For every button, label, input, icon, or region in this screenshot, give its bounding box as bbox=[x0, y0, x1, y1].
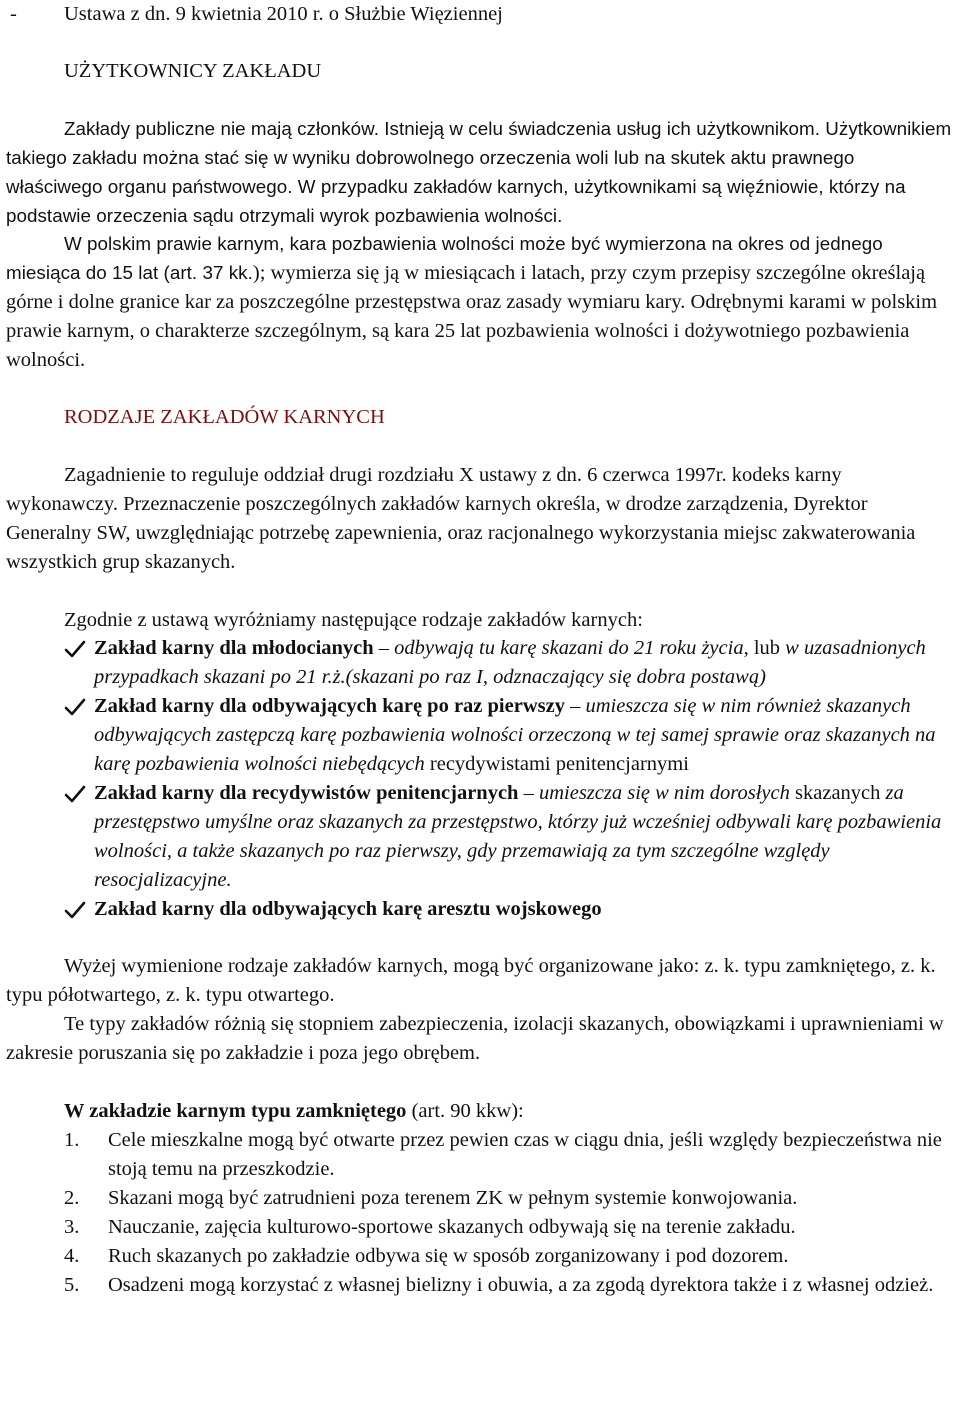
item-text: Cele mieszkalne mogą być otwarte przez pewien czas w ciągu dnia, jeśli względy bezpieczeństwa nie stoją temu na przeszkodzie. bbox=[108, 1129, 942, 1180]
types-para1-part-a: Zagadnienie to reguluje oddział drugi rozdziału X ustawy z dn. 6 czerwca 1997r. kodeks karny wykonawczy. bbox=[6, 463, 842, 515]
item-number: 5. bbox=[64, 1273, 80, 1296]
types-para1-part-b: Przeznaczenie poszczególnych zakładów karnych określa, w drodze zarządzenia, Dyrektor Generalny SW, uwzględniając potrzebę zapewnienia, oraz racjonalnego wykorzystania miejsc zakwaterowania wszystkich grup skazanych. bbox=[6, 492, 916, 573]
item-text: Ruch skazanych po zakładzie odbywa się w sposób zorganizowany i pod dozorem. bbox=[108, 1244, 789, 1267]
users-paragraph-1 bbox=[6, 115, 952, 231]
closed-heading-bold: W zakładzie karnym typu zamkniętego bbox=[64, 1100, 407, 1123]
users-para2-part-b: ); wymierza się ją w miesiącach i latach, przy czym przepisy szczególne określają górne i dolne granice kar za poszczególne przestępstwa oraz zasady wymiaru kary. bbox=[6, 262, 926, 314]
item-dash: – bbox=[564, 695, 586, 718]
types-paragraph-2: Wyżej wymienione rodzaje zakładów karnych, mogą być organizowane jako: z. k. typu zamkniętego, z. k. typu półotwartego, z. k. typu otwartego. bbox=[6, 955, 936, 1007]
item-number: 2. bbox=[64, 1186, 80, 1209]
users-paragraph-2 bbox=[6, 230, 952, 375]
item-number: 4. bbox=[64, 1244, 80, 1267]
checkmark-icon bbox=[64, 899, 86, 921]
item-italic-1: umieszcza się w nim dorosłych bbox=[538, 781, 796, 804]
closed-heading-rest: (art. 90 kkw): bbox=[406, 1100, 524, 1123]
types-heading: RODZAJE ZAKŁADÓW KARNYCH bbox=[64, 405, 385, 428]
check-list-item bbox=[6, 895, 952, 924]
check-list-item bbox=[6, 779, 952, 895]
users-para2-part-a: W polskim prawie karnym, kara pozbawienia wolności może być wymierzona na okres od jednego miesiąca do 15 lat (art. 37 kk. bbox=[6, 233, 883, 284]
closed-numbered-list bbox=[6, 1126, 952, 1299]
item-normal: skazanych bbox=[795, 781, 886, 804]
item-number: 1. bbox=[64, 1129, 80, 1151]
item-text: Nauczanie, zajęcia kulturowo-sportowe skazanych odbywają się na terenie zakładu. bbox=[108, 1215, 796, 1238]
item-dash: – bbox=[518, 781, 539, 804]
item-normal: , lub bbox=[743, 637, 786, 660]
types-list-intro: Zgodnie z ustawą wyróżniamy następujące rodzaje zakładów karnych: bbox=[64, 608, 643, 631]
intro-dash: - bbox=[10, 3, 17, 25]
item-text: Osadzeni mogą korzystać z własnej bielizny i obuwia, a za zgodą dyrektora także i z własnej odzież. bbox=[108, 1273, 934, 1296]
users-para1-part-a: Zakłady publiczne nie mają członków. Istnieją w celu świadczenia usług ich użytkownikom. Użytkownikiem takiego zakładu można stać się w wyniku dobrowolnego orzeczenia woli lub na skutek aktu prawnego właściwego organu państwowego. bbox=[6, 117, 952, 197]
intro-line bbox=[6, 0, 952, 29]
closed-heading bbox=[64, 1097, 952, 1126]
item-dash: – bbox=[373, 637, 395, 660]
users-heading: UŻYTKOWNICY ZAKŁADU bbox=[64, 59, 322, 82]
checkmark-icon bbox=[64, 783, 86, 805]
item-title: Zakład karny dla recydywistów penitencjarnych bbox=[94, 781, 519, 804]
numbered-list-item bbox=[6, 1271, 952, 1300]
numbered-list-item bbox=[6, 1213, 952, 1242]
item-normal: recydywistami penitencjarnymi bbox=[429, 753, 689, 776]
item-title: Zakład karny dla młodocianych bbox=[94, 637, 374, 660]
types-paragraph-1 bbox=[6, 461, 952, 577]
item-italic-2: w uzasadnionych przypadkach skazani po 21 r.ż.(skazani po raz I, odznaczający się dobra postawą) bbox=[94, 637, 926, 689]
users-para1-part-b: W przypadku zakładów karnych, użytkownikami są więźniowie, którzy na podstawie orzeczenia sądu otrzymali wyrok pozbawienia wolności. bbox=[6, 175, 906, 226]
checkmark-icon bbox=[64, 696, 86, 718]
check-list-item bbox=[6, 634, 952, 692]
checkmark-icon bbox=[64, 638, 86, 660]
numbered-list-item bbox=[6, 1126, 952, 1184]
item-text: Skazani mogą być zatrudnieni poza terenem ZK w pełnym systemie konwojowania. bbox=[108, 1186, 798, 1209]
item-number: 3. bbox=[64, 1215, 80, 1238]
numbered-list-item bbox=[6, 1184, 952, 1213]
item-italic-1: umieszcza się w nim również skazanych odbywających zastępczą karę pozbawienia wolności orzeczoną w tej samej sprawie oraz skazanych na karę pozbawienia wolności niebędących bbox=[94, 695, 936, 776]
users-para2-part-c: Odrębnymi karami w polskim prawie karnym, o charakterze szczególnym, są kara 25 lat pozbawienia wolności i dożywotniego pozbawienia wolności. bbox=[6, 291, 938, 372]
item-title: Zakład karny dla odbywających karę aresztu wojskowego bbox=[94, 897, 602, 920]
item-italic-1: odbywają tu karę skazani do 21 roku życia bbox=[394, 637, 744, 660]
types-paragraph-3: Te typy zakładów różnią się stopniem zabezpieczenia, izolacji skazanych, obowiązkami i uprawnieniami w zakresie poruszania się po zakładzie i poza jego obrębem. bbox=[6, 1013, 944, 1065]
numbered-list-item bbox=[6, 1242, 952, 1271]
item-title: Zakład karny dla odbywających karę po raz pierwszy bbox=[94, 695, 565, 718]
item-italic-2: za przestępstwo umyślne oraz skazanych za przestępstwo, którzy już wcześniej odbywali karę pozbawienia wolności, a także skazanych po raz pierwszy, gdy przemawiają za tym szczególne względy resocjalizacyjne. bbox=[94, 781, 942, 891]
intro-text: Ustawa z dn. 9 kwietnia 2010 r. o Służbie Więziennej bbox=[64, 3, 503, 25]
check-list-item bbox=[6, 692, 952, 779]
types-check-list bbox=[6, 634, 952, 923]
